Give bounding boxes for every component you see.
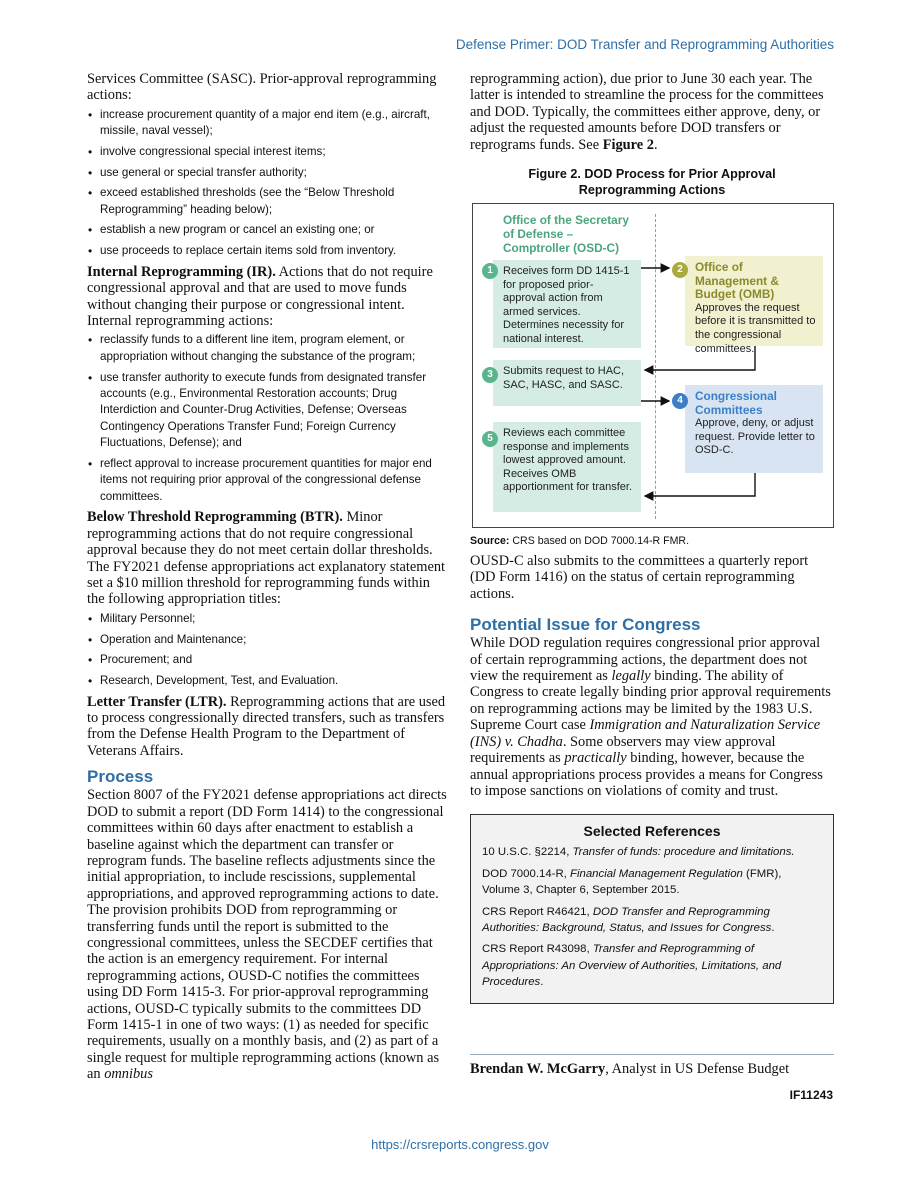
- list-item: • Procurement; and: [87, 652, 449, 668]
- ir-list: [87, 332, 449, 505]
- list-item: • use proceeds to replace certain items sold from inventory.: [87, 243, 449, 259]
- reference-item: [482, 866, 822, 899]
- intro-paragraph: Services Committee (SASC). Prior-approval reprogramming actions:: [87, 71, 437, 104]
- step-3-box: [493, 360, 641, 406]
- divider-line: [655, 214, 656, 519]
- reference-item: [482, 941, 822, 990]
- process-text: Section 8007 of the FY2021 defense appropriations act directs DOD to submit a report (DD Form 1414) to the congressional committees within 60 days after enactment to establish a baseline against which the department can transfer or reprogram funds. The baseline reflects adjustments since the initial appropriation, to include rescissions, supplemental appropriations, and approved reprogramming actions to date. The provision prohibits DOD from reprogramming or transferring funds until the report is submitted to the congressional committees, unless the SECDEF certifies that the action is an emergency requirement. For internal reprogramming actions, OUSD-C notifies the committees using DD Form 1415-3. For prior-approval reprogramming actions, OUSD-C typically submits to the committees DD Form 1415-1 in one of two ways: (1) as needed for specific requirements, usually on a monthly basis, and (2) as part of a single request for multiple reprogramming actions (known as an: [87, 787, 447, 1083]
- list-item: • exceed established thresholds (see the “Below Threshold Reprogramming” heading below);: [87, 185, 449, 218]
- ref-title: Transfer and Reprogramming of Appropriations: An Overview of Authorities, Limitations, and Procedures: [482, 943, 782, 989]
- author-line: [470, 1054, 834, 1078]
- step-2-number: 2: [672, 262, 688, 278]
- list-item: • Operation and Maintenance;: [87, 632, 449, 648]
- list-item: • use general or special transfer authority;: [87, 165, 449, 181]
- step-3-number: 3: [482, 367, 498, 383]
- list-item: • establish a new program or cancel an existing one; or: [87, 222, 449, 238]
- right-column: [470, 71, 834, 1004]
- issue-paragraph: [470, 635, 834, 799]
- ref-title: Financial Management Regulation: [570, 867, 743, 880]
- list-item: • Military Personnel;: [87, 611, 449, 627]
- omb-title: Office of Management & Budget (OMB): [695, 260, 779, 302]
- btr-list: [87, 611, 449, 690]
- ir-heading: Internal Reprogramming (IR).: [87, 263, 276, 280]
- arrow-4-to-5: [645, 473, 755, 496]
- issue-text-c: . Some observers may view approval requirements as: [470, 733, 776, 767]
- left-column: [87, 71, 449, 1083]
- figure-ref: Figure 2: [602, 136, 654, 153]
- after-figure-paragraph: OUSD-C also submits to the committees a quarterly report (DD Form 1416) on the status of certain reprogramming actions.: [470, 553, 809, 602]
- author-name: Brendan W. McGarry: [470, 1061, 606, 1077]
- ref-tail: (FMR), Volume 3, Chapter 6, September 2015.: [482, 867, 782, 897]
- ref-tail: .: [540, 976, 544, 989]
- step-2-text: Approves the request before it is transmitted to the congressional committees.: [695, 301, 816, 355]
- ltr-paragraph: [87, 694, 449, 760]
- list-item: • involve congressional special interest items;: [87, 144, 449, 160]
- list-item: • increase procurement quantity of a major end item (e.g., aircraft, missile, naval vessel);: [87, 107, 449, 140]
- source-text: CRS based on DOD 7000.14-R FMR.: [509, 535, 690, 548]
- issue-italic-3: practically: [564, 750, 627, 767]
- list-item: • use transfer authority to execute funds from designated transfer accounts (e.g., Environmental Restoration accounts; Drug Interdiction and Counter-Drug Activities, Defense; Overseas Contingency Operations Transfer Fund; Foreign Currency Fluctuations, Defense); and: [87, 370, 449, 452]
- step-4-text: Approve, deny, or adjust request. Provide letter to OSD-C.: [695, 417, 815, 457]
- step-3-text: Submits request to HAC, SAC, HASC, and SASC.: [503, 365, 625, 391]
- step-1-text: Receives form DD 1415-1 for proposed prior-approval action from armed services. Determines necessity for national interest.: [503, 265, 630, 345]
- process-diagram: [472, 203, 834, 528]
- author-role: , Analyst in US Defense Budget: [605, 1061, 790, 1077]
- prior-approval-list: [87, 107, 449, 260]
- committees-title: Congressional Committees: [695, 389, 777, 417]
- issue-text-d: binding, however, because the annual appropriations process provides a means for Congress to impose sanctions on violations of comity and trust.: [470, 750, 823, 799]
- continued-paragraph: [470, 71, 834, 153]
- cont-end: .: [653, 136, 658, 153]
- issue-italic-1: legally: [611, 668, 651, 685]
- ltr-heading: Letter Transfer (LTR).: [87, 693, 227, 710]
- ref-text: CRS Report R46421,: [482, 905, 593, 918]
- document-id: IF11243: [789, 1088, 833, 1102]
- footer-url[interactable]: https://crsreports.congress.gov: [371, 1137, 549, 1152]
- ir-paragraph: [87, 264, 449, 330]
- btr-text: Minor reprogramming actions that do not require congressional approval because they do not meet certain dollar thresholds. The FY2021 defense appropriations act explanatory statement set a $10 million threshold for reprogramming funds within the following appropriation titles:: [87, 509, 446, 608]
- step-1-box: [493, 260, 641, 348]
- ir-text: Actions that do not require congressional approval and that are used to move funds without changing their purpose or congressional intent. Internal reprogramming actions:: [87, 263, 433, 330]
- btr-heading: Below Threshold Reprogramming (BTR).: [87, 509, 343, 526]
- process-heading: Process: [87, 767, 154, 787]
- cont-text: reprogramming action), due prior to June 30 each year. The latter is intended to streamline the process for the committees and DOD. Typically, the committees either approve, deny, or adjust the requested amounts before DOD transfers or reprograms funds. See: [470, 71, 824, 153]
- references-box: [470, 814, 834, 1003]
- process-italic: omnibus: [104, 1066, 153, 1083]
- issue-text-b: binding. The ability of Congress to create legally binding prior approval requirements on reprogramming actions may be limited by the 1983 U.S. Supreme Court case: [470, 668, 831, 734]
- reference-item: [482, 844, 822, 860]
- btr-paragraph: [87, 509, 449, 607]
- process-paragraph: [87, 787, 449, 1082]
- step-5-number: 5: [482, 431, 498, 447]
- list-item: • reflect approval to increase procurement quantities for major end items not requiring prior approval of the congressional defense committees.: [87, 456, 449, 505]
- ltr-text: Reprogramming actions that are used to process congressionally directed transfers, such as transfers from the Defense Health Program to the Department of Veterans Affairs.: [87, 693, 446, 759]
- ref-title: DOD Transfer and Reprogramming Authorities: Background, Status, and Issues for Congress: [482, 905, 772, 934]
- list-item: • Research, Development, Test, and Evaluation.: [87, 673, 449, 689]
- ref-text: DOD 7000.14-R,: [482, 867, 570, 880]
- figure-title: Figure 2. DOD Process for Prior Approval Reprogramming Actions: [528, 167, 776, 198]
- figure-source: [470, 535, 834, 547]
- omb-box: [685, 256, 823, 355]
- issue-text-a: While DOD regulation requires congressional prior approval of certain reprogramming actions, the department does not view the requirement as: [470, 635, 821, 685]
- ref-text: 10 U.S.C. §2214,: [482, 846, 573, 859]
- source-label: Source:: [470, 535, 510, 548]
- step-5-box: [493, 422, 641, 512]
- step-5-text: Reviews each committee response and implements lowest approved amount. Receives OMB apportionment for transfer.: [503, 427, 633, 494]
- step-4-number: 4: [672, 393, 688, 409]
- references-title: Selected References: [583, 823, 721, 840]
- list-item: • reclassify funds to a different line item, program element, or appropriation without changing the substance of the program;: [87, 332, 449, 365]
- ref-tail: .: [771, 921, 775, 934]
- ref-title: Transfer of funds: procedure and limitations.: [572, 846, 795, 859]
- step-1-number: 1: [482, 263, 498, 279]
- committees-box: [685, 385, 823, 473]
- running-header: Defense Primer: DOD Transfer and Reprogramming Authorities: [455, 37, 834, 52]
- reference-item: [482, 904, 822, 937]
- osd-title: Office of the Secretary of Defense – Comptroller (OSD-C): [503, 213, 629, 256]
- issue-italic-2: Immigration and Naturalization Service (INS) v. Chadha: [470, 717, 821, 750]
- issue-heading: Potential Issue for Congress: [470, 615, 701, 635]
- ref-text: CRS Report R43098,: [482, 943, 593, 956]
